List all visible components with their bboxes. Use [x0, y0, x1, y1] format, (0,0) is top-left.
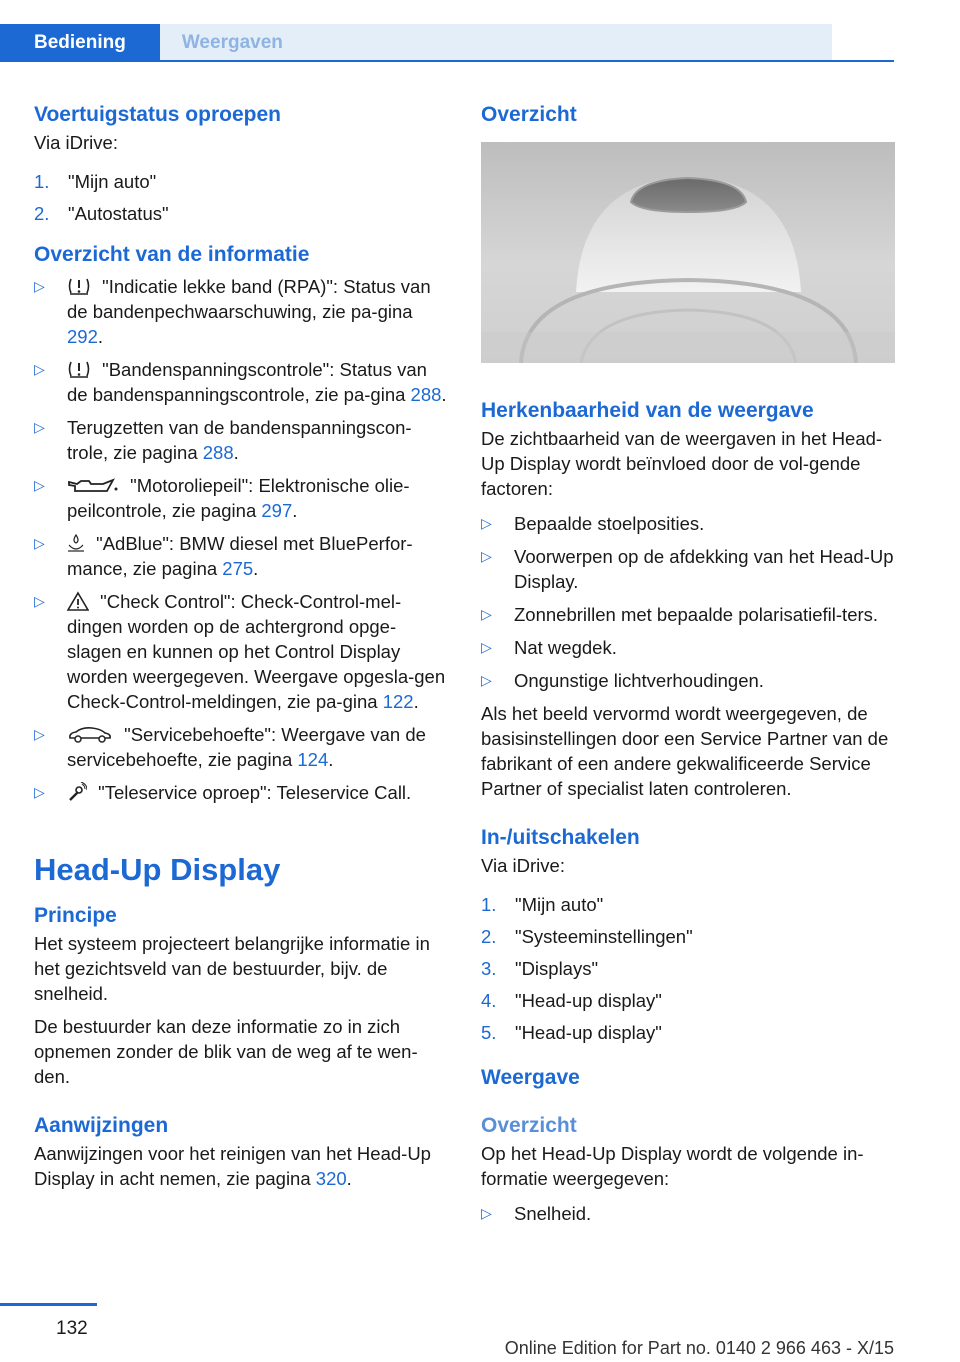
herkenbaarheid-outro: Als het beeld vervormd wordt weergegeven, de basisinstellingen door een Service Partner van de fabrikant of een andere gekwalificeerde Service Partner of specialist laten controleren.: [481, 703, 889, 799]
info-list: [34, 274, 450, 805]
step-text: "Head-up display": [515, 1022, 662, 1043]
right-column: [481, 100, 895, 1234]
triangle-bullet-icon: ▷: [34, 278, 45, 294]
step-number: 2.: [34, 203, 50, 224]
principe-paragraph-2: De bestuurder kan deze informatie zo in zich opnemen zonder de blik van de weg af te wen-den.: [34, 1016, 418, 1087]
step-number: 5.: [481, 1022, 497, 1043]
section-title-overzicht: Overzicht: [481, 103, 577, 126]
tab-weergaven[interactable]: Weergaven: [160, 24, 832, 62]
step-number: 1.: [481, 894, 497, 915]
list-item: [481, 924, 895, 949]
triangle-bullet-icon: ▷: [34, 419, 45, 435]
list-item: [34, 531, 450, 581]
section-title-aanwijzingen: Aanwijzingen: [34, 1114, 169, 1137]
step-number: 2.: [481, 926, 497, 947]
section-title-herkenbaarheid: Herkenbaarheid van de weergave: [481, 399, 814, 422]
page-number: 132: [56, 1318, 88, 1339]
wrench-call-icon: [67, 782, 87, 802]
item-text: Ongunstige lichtverhoudingen.: [514, 670, 764, 691]
item-text: "Indicatie lekke band (RPA)": Status van de bandenpechwaarschuwing, zie pa-gina: [67, 276, 431, 322]
item-text: "Servicebehoefte": Weergave van de servicebehoefte, zie pagina: [67, 724, 426, 770]
triangle-bullet-icon: ▷: [481, 672, 492, 688]
steps-in-uitschakelen: [481, 892, 895, 1045]
section-title-weergave: Weergave: [481, 1066, 580, 1089]
page-link[interactable]: 292: [67, 326, 98, 347]
header-tabs: [0, 24, 832, 62]
step-number: 1.: [34, 171, 50, 192]
display-items-list: [481, 1201, 895, 1226]
item-tail: .: [292, 500, 298, 521]
step-number: 3.: [481, 958, 497, 979]
step-text: "Head-up display": [515, 990, 662, 1011]
step-text: "Mijn auto": [515, 894, 604, 915]
list-item: [34, 274, 450, 349]
steps-vehicle-status: [34, 169, 450, 226]
service-car-icon: [67, 726, 113, 744]
intro-via-idrive: Via iDrive:: [481, 855, 565, 876]
item-tail: .: [97, 326, 104, 347]
item-text: Zonnebrillen met bepaalde polarisatiefil-ters.: [514, 604, 879, 625]
item-text: Terugzetten van de bandenspanningscon-trole, zie pagina: [67, 417, 412, 463]
tab-bediening[interactable]: Bediening: [0, 24, 160, 62]
page-link[interactable]: 275: [222, 558, 254, 579]
section-title-vehicle-status: Voertuigstatus oproepen: [34, 103, 281, 126]
page-link[interactable]: 288: [202, 442, 234, 463]
list-item: [34, 201, 450, 226]
item-tail: .: [253, 558, 259, 579]
footer-rule: [0, 1303, 97, 1306]
triangle-bullet-icon: ▷: [34, 361, 45, 377]
triangle-bullet-icon: ▷: [34, 784, 45, 800]
intro-via-idrive: Via iDrive:: [34, 132, 118, 153]
triangle-bullet-icon: ▷: [481, 515, 492, 531]
principe-paragraph-1: Het systeem projecteert belangrijke informatie in het gezichtsveld van de bestuurder, bijv. de snelheid.: [34, 933, 430, 1004]
page-link[interactable]: 297: [261, 500, 293, 521]
header-rule: [0, 60, 894, 62]
list-item: [481, 988, 895, 1013]
page-link[interactable]: 288: [410, 384, 442, 405]
chapter-title-hud: Head-Up Display: [34, 852, 281, 887]
item-text: "AdBlue": BMW diesel met BluePerfor-mance, zie pagina: [67, 533, 413, 579]
step-text: "Systeeminstellingen": [515, 926, 693, 947]
list-item: [34, 357, 450, 407]
aanwijzingen-paragraph: [34, 1141, 450, 1191]
herkenbaarheid-intro: De zichtbaarheid van de weergaven in het Head-Up Display wordt beïnvloed door de vol-gende factoren:: [481, 428, 883, 499]
list-item: [481, 956, 895, 981]
oil-can-icon: [67, 477, 119, 495]
list-item: [34, 722, 450, 772]
triangle-bullet-icon: ▷: [481, 606, 492, 622]
item-text: Snelheid.: [514, 1203, 592, 1224]
item-tail: .: [233, 442, 239, 463]
step-number: 4.: [481, 990, 497, 1011]
aanwijzingen-text: Aanwijzingen voor het reinigen van het Head-Up Display in acht nemen, zie pagina: [34, 1143, 431, 1189]
triangle-bullet-icon: ▷: [481, 1205, 492, 1221]
list-item: [481, 635, 895, 660]
triangle-bullet-icon: ▷: [34, 593, 45, 609]
tire-pressure-monitor-icon: [67, 359, 91, 379]
edition-text: Online Edition for Part no. 0140 2 966 463 - X/15: [504, 1338, 894, 1358]
hud-photo: [481, 142, 895, 363]
list-item: [481, 892, 895, 917]
step-text: "Autostatus": [68, 203, 169, 224]
page-link[interactable]: 320: [315, 1168, 347, 1189]
list-item: [481, 544, 895, 594]
item-text: Nat wegdek.: [514, 637, 617, 658]
triangle-bullet-icon: ▷: [34, 726, 45, 742]
aanwijzingen-tail: .: [346, 1168, 352, 1189]
list-item: [481, 1201, 895, 1226]
list-item: [34, 415, 450, 465]
warning-triangle-icon: [67, 591, 89, 611]
page-link[interactable]: 124: [297, 749, 329, 770]
triangle-bullet-icon: ▷: [481, 548, 492, 564]
section-title-overview: Overzicht van de informatie: [34, 243, 310, 266]
item-tail: .: [441, 384, 447, 405]
list-item: [481, 1020, 895, 1045]
item-tail: .: [413, 691, 419, 712]
list-item: [34, 169, 450, 194]
triangle-bullet-icon: ▷: [34, 535, 45, 551]
item-text: Bepaalde stoelposities.: [514, 513, 705, 534]
list-item: [481, 511, 895, 536]
subsection-title-overzicht: Overzicht: [481, 1114, 577, 1137]
factors-list: [481, 511, 895, 693]
item-text: "Check Control": Check-Control-mel-dingen worden op de achtergrond opge-slagen en kunnen op het Control Display worden weergegeven. Weergave opgesla-gen Check-Control-meldingen, zie pa-gina: [67, 591, 446, 712]
list-item: [481, 602, 895, 627]
section-title-in-uitschakelen: In-/uitschakelen: [481, 826, 640, 849]
tire-pressure-warning-icon: [67, 276, 91, 296]
list-item: [34, 473, 450, 523]
step-text: "Mijn auto": [68, 171, 157, 192]
section-title-principe: Principe: [34, 904, 117, 927]
item-text: "Teleservice oproep": Teleservice Call.: [98, 782, 412, 803]
item-tail: .: [328, 749, 334, 770]
overzicht-intro: Op het Head-Up Display wordt de volgende in-formatie weergegeven:: [481, 1143, 864, 1189]
item-text: "Motoroliepeil": Elektronische olie-peilcontrole, zie pagina: [67, 475, 410, 521]
adblue-icon: [67, 533, 85, 553]
list-item: [481, 668, 895, 693]
item-text: "Bandenspanningscontrole": Status van de bandenspanningscontrole, zie pa-gina: [67, 359, 427, 405]
list-item: [34, 589, 450, 714]
list-item: [34, 780, 450, 805]
step-text: "Displays": [515, 958, 599, 979]
item-text: Voorwerpen op de afdekking van het Head-Up Display.: [514, 546, 894, 592]
triangle-bullet-icon: ▷: [34, 477, 45, 493]
page-link[interactable]: 122: [382, 691, 414, 712]
left-column: [34, 100, 450, 1191]
triangle-bullet-icon: ▷: [481, 639, 492, 655]
